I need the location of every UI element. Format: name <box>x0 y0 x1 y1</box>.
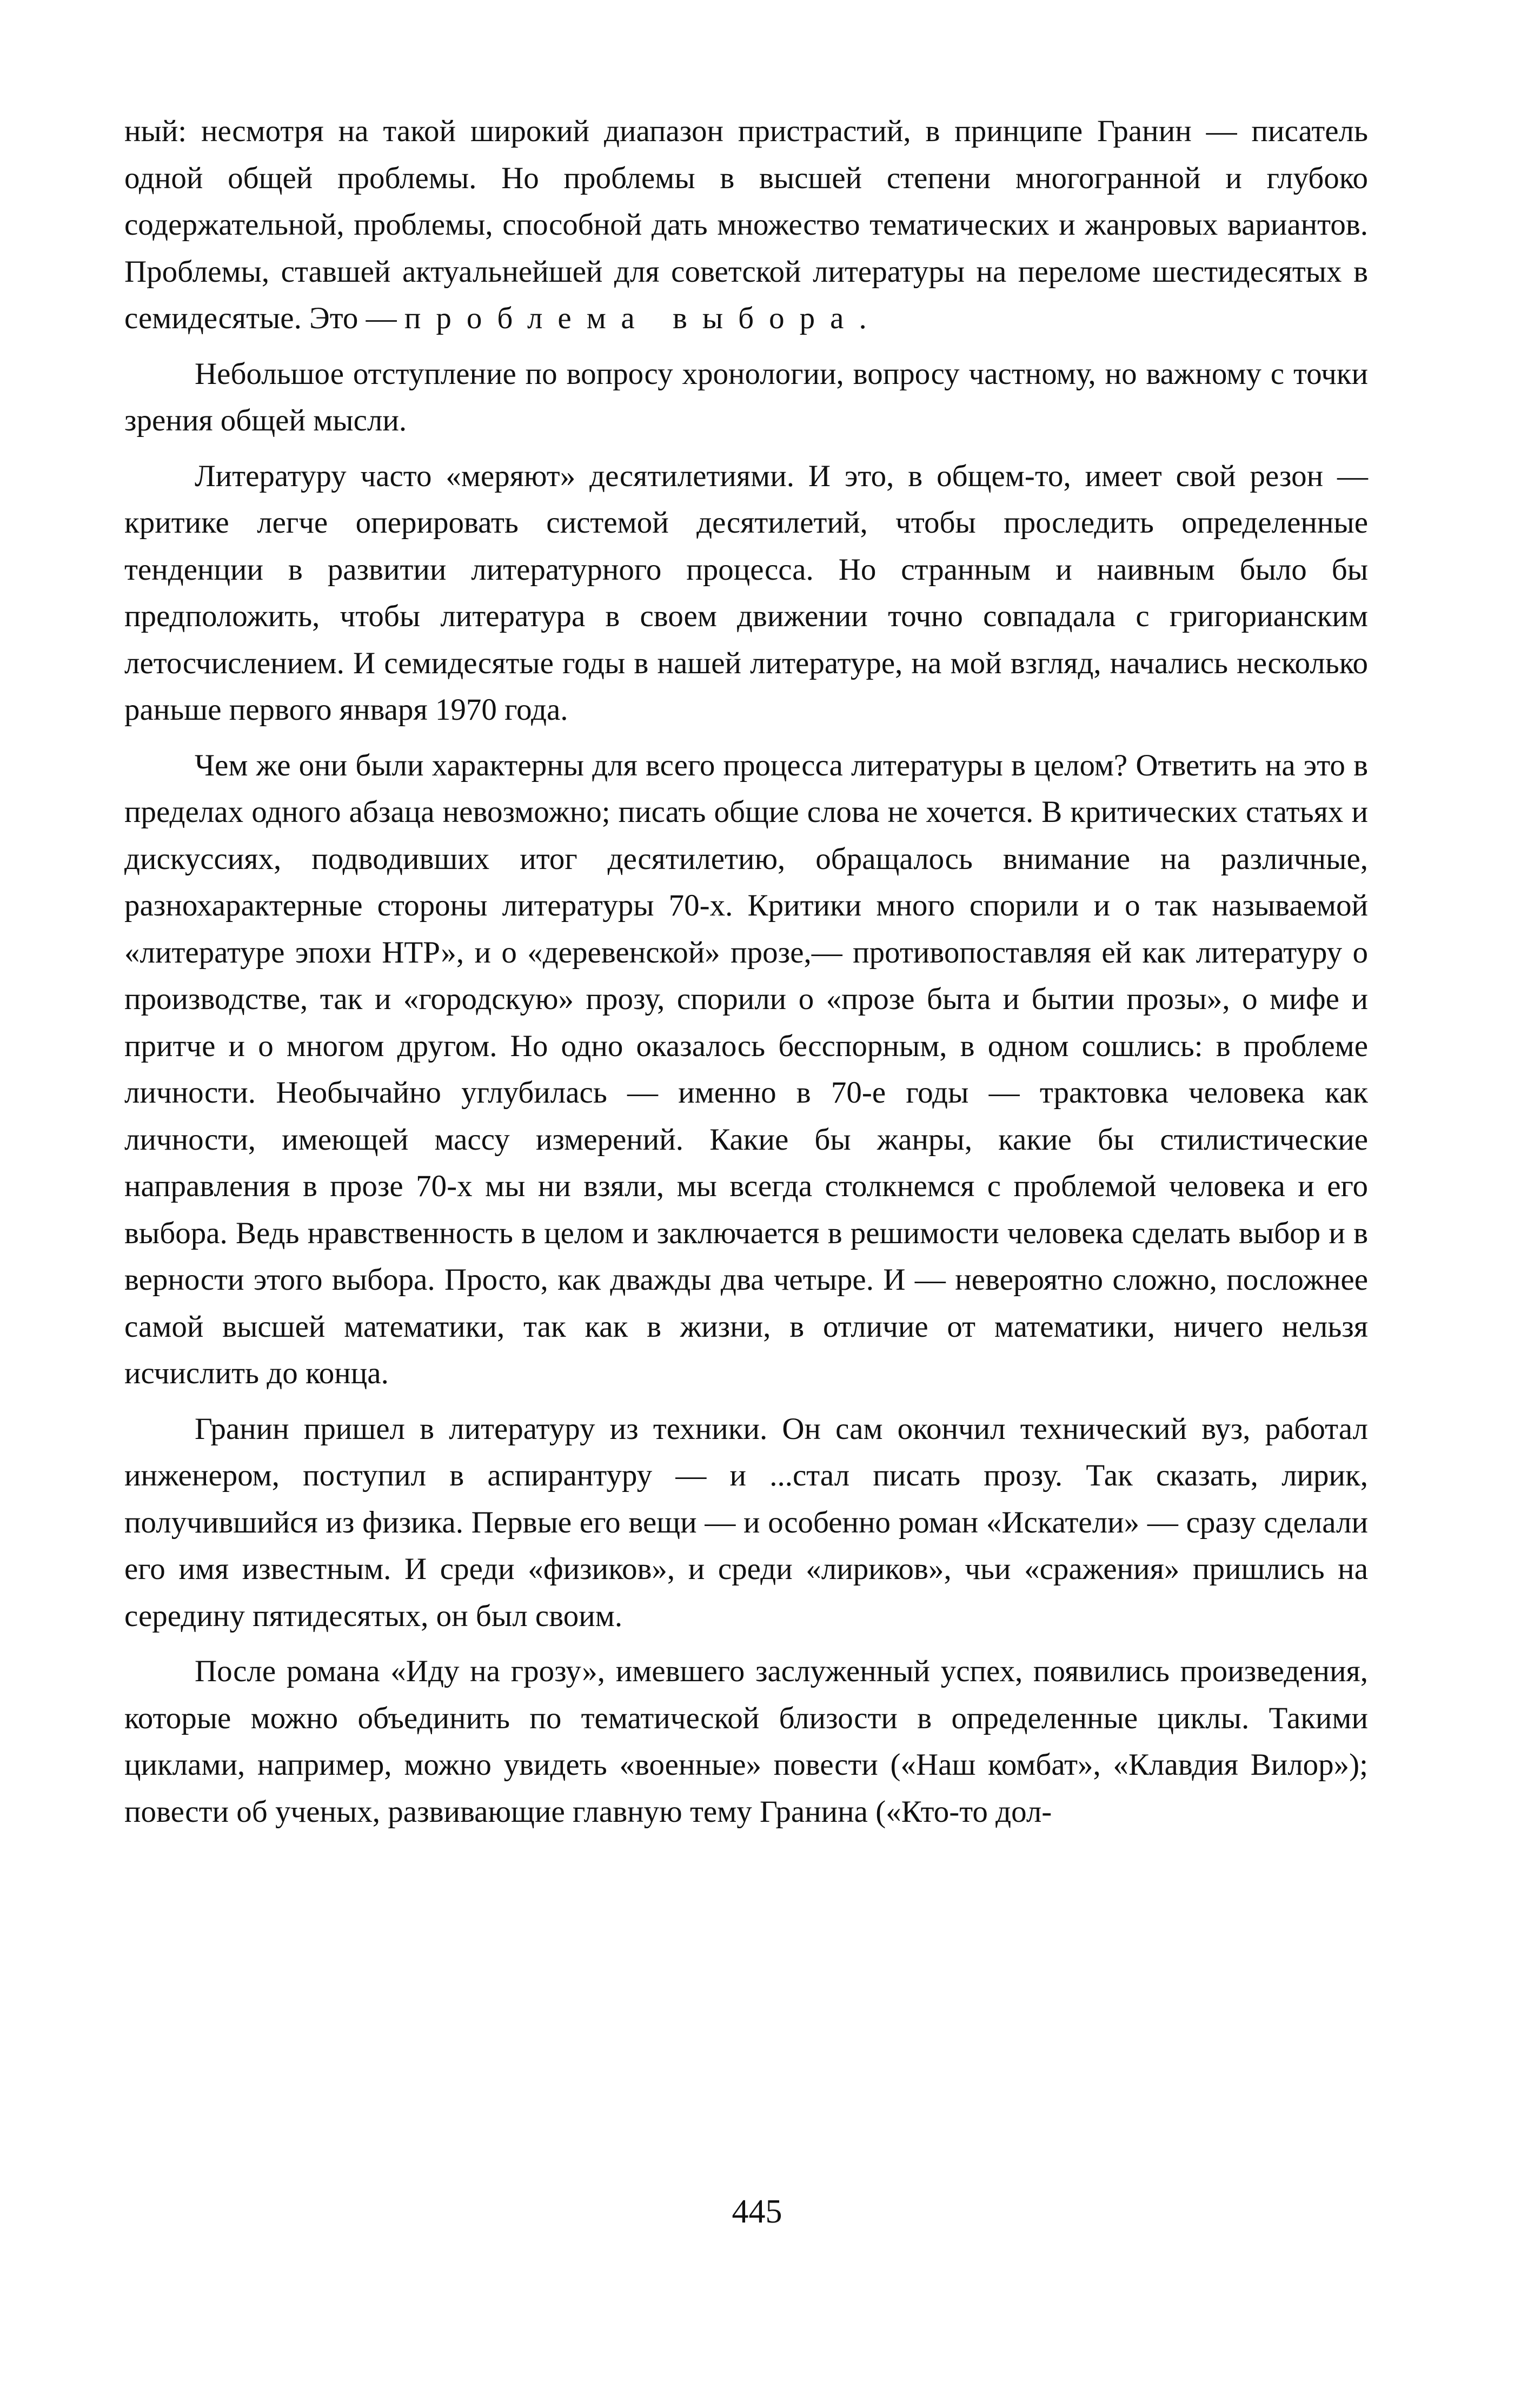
page-number: 445 <box>732 2193 782 2230</box>
paragraph-1-end: . <box>859 301 867 335</box>
page-body <box>124 108 1368 2217</box>
emphasized-phrase: проблема выбора <box>404 301 859 335</box>
paragraph-5: Гранин пришел в литературу из техники. Он сам окончил технический вуз, работал инженером, поступил в аспирантуру — и ...стал писать прозу. Так сказать, лирик, получившийся из физика. Первые его вещи — и особенно роман «Искатели» — сразу сделали его имя известным. И среди «физиков», и среди «лириков», чьи «сражения» пришлись на середину пятидесятых, он был своим. <box>124 1411 1368 1633</box>
paragraph-6: После романа «Иду на грозу», имевшего заслуженный успех, появились произведения, которые можно объединить по тематической близости в определенные циклы. Такими циклами, например, можно увидеть «военные» повести («Наш комбат», «Клавдия Вилор»); повести об ученых, развивающие главную тему Гранина («Кто-то дол- <box>124 1654 1368 1829</box>
paragraph-1-text: ный: несмотря на такой широкий диапазон пристрастий, в принципе Гранин — писатель одной общей проблемы. Но проблемы в высшей степени многогранной и глубоко содержательной, проблемы, способной дать множество тематических и жанровых вариантов. Проблемы, ставшей актуальнейшей для советской литературы на переломе шестидесятых в семидесятые. Это — <box>124 114 1368 335</box>
paragraph-2: Небольшое отступление по вопросу хронологии, вопросу частному, но важному с точки зрения общей мысли. <box>124 356 1368 437</box>
paragraph-4: Чем же они были характерны для всего процесса литературы в целом? Ответить на это в пределах одного абзаца невозможно; писать общие слова не хочется. В критических статьях и дискуссиях, подводивших итог десятилетию, обращалось внимание на различные, разнохарактерные стороны литературы 70-х. Критики много спорили и о так называемой «литературе эпохи НТР», и о «деревенской» прозе,— противопоставляя ей как литературу о производстве, так и «городскую» прозу, спорили о «прозе быта и бытии прозы», о мифе и притче и о многом другом. Но одно оказалось бесспорным, в одном сошлись: в проблеме личности. Необычайно углубилась — именно в 70-е годы — трактовка человека как личности, имеющей массу измерений. Какие бы жанры, какие бы стилистические направления в прозе 70-х мы ни взяли, мы всегда столкнемся с проблемой человека и его выбора. Ведь нравственность в целом и заключается в решимости человека сделать выбор и в верности этого выбора. Просто, как дважды два четыре. И — невероятно сложно, посложнее самой высшей математики, так как в жизни, в отличие от математики, ничего нельзя исчислить до конца. <box>124 748 1368 1390</box>
paragraph-3: Литературу часто «меряют» десятилетиями. И это, в общем-то, имеет свой резон — критике легче оперировать системой десятилетий, чтобы проследить определенные тенденции в развитии литературного процесса. Но странным и наивным было бы предположить, чтобы литература в своем движении точно совпадала с григорианским летосчислением. И семидесятые годы в нашей литературе, на мой взгляд, начались несколько раньше первого января 1970 года. <box>124 459 1368 727</box>
paragraph-1 <box>124 108 1368 342</box>
